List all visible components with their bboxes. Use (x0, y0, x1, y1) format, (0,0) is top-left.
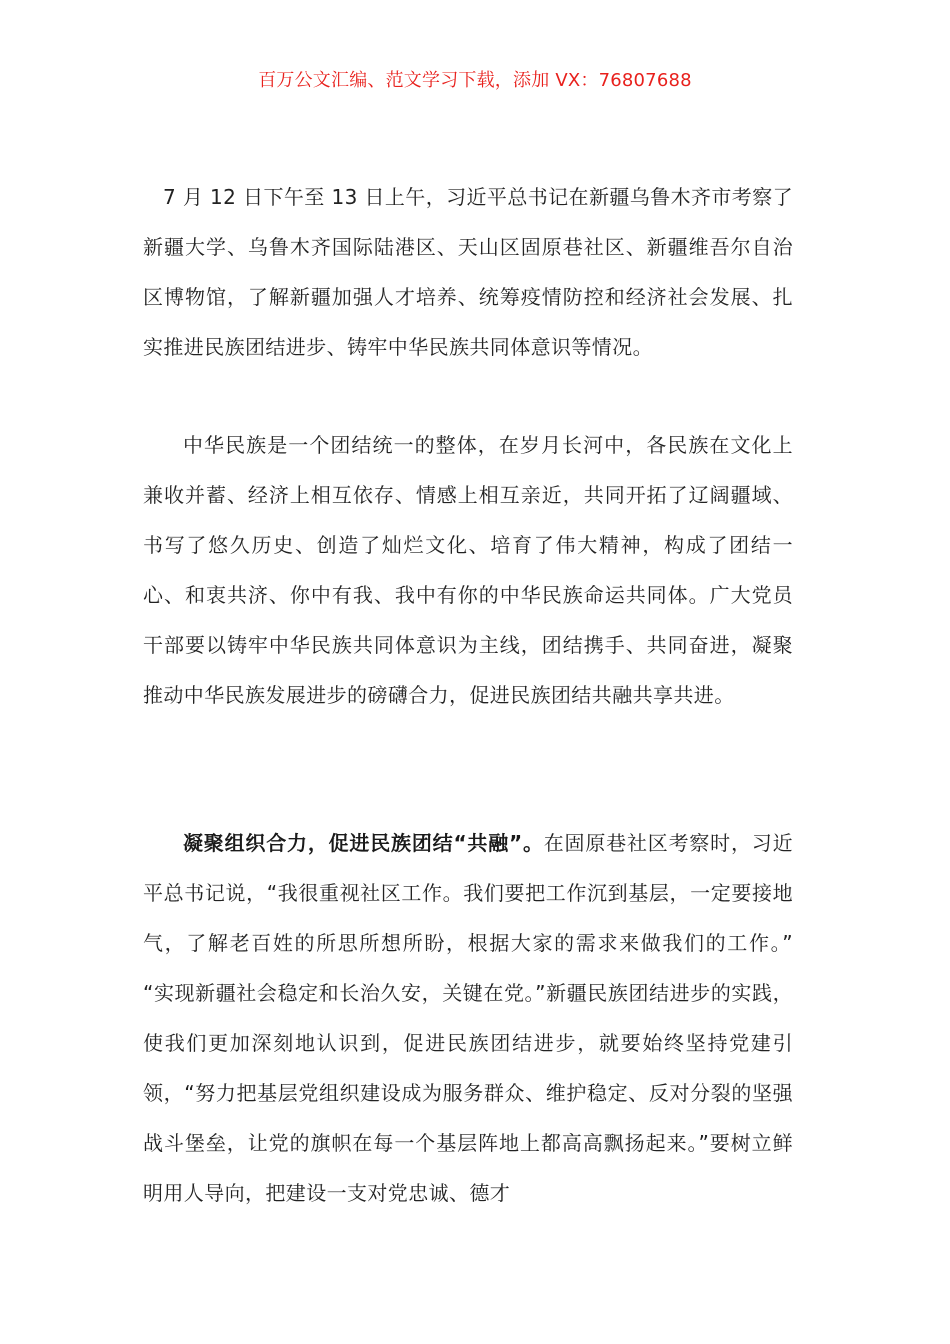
paragraph-1: 7 月 12 日下午至 13 日上午，习近平总书记在新疆乌鲁木齐市考察了新疆大学、乌鲁木齐国际陆港区、天山区固原巷社区、新疆维吾尔自治区博物馆，了解新疆加强人才培养、统筹疫情防控和经济社会发展、扎实推进民族团结进步、铸牢中华民族共同体意识等情况。 (143, 185, 793, 359)
paragraph-2: 中华民族是一个团结统一的整体，在岁月长河中，各民族在文化上兼收并蓄、经济上相互依存、情感上相互亲近，共同开拓了辽阔疆域、书写了悠久历史、创造了灿烂文化、培育了伟大精神，构成了团结一心、和衷共济、你中有我、我中有你的中华民族命运共同体。广大党员干部要以铸牢中华民族共同体意识为主线，团结携手、共同奋进，凝聚推动中华民族发展进步的磅礴合力，促进民族团结共融共享共进。 (143, 433, 793, 707)
paragraph-3 (143, 818, 793, 1218)
paragraph-3-body: 在固原巷社区考察时，习近平总书记说，“我很重视社区工作。我们要把工作沉到基层，一定要接地气，了解老百姓的所思所想所盼，根据大家的需求来做我们的工作。” “实现新疆社会稳定和长治久安，关键在党。”新疆民族团结进步的实践，使我们更加深刻地认识到，促进民族团结进步，就要始终坚持党建引领，“努力把基层党组织建设成为服务群众、维护稳定、反对分裂的坚强战斗堡垒，让党的旗帜在每一个基层阵地上都高高飘扬起来。”要树立鲜明用人导向，把建设一支对党忠诚、德才 (143, 831, 793, 1205)
header-watermark: 百万公文汇编、范文学习下载，添加 VX：76807688 (258, 70, 692, 91)
paragraph-3-bold-lead: 凝聚组织合力，促进民族团结“共融”。 (183, 831, 544, 855)
